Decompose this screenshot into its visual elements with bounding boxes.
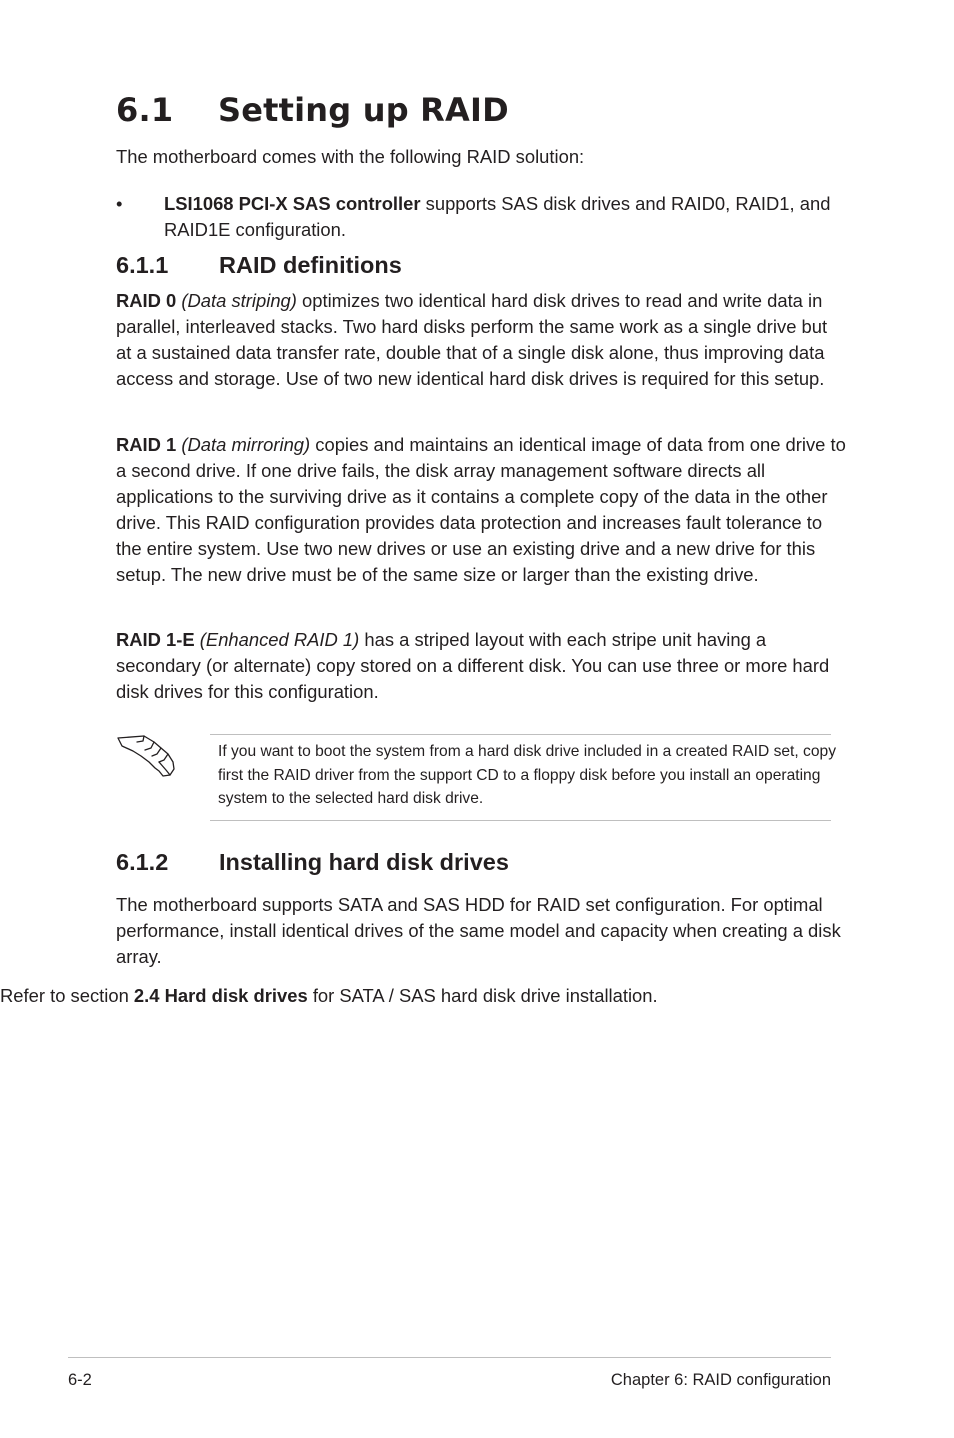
note-top-divider <box>210 734 831 735</box>
raid0-alias: (Data striping) <box>176 290 297 311</box>
section-title: Setting up RAID <box>218 91 509 129</box>
subsection-title: RAID definitions <box>219 252 402 278</box>
note-text: If you want to boot the system from a hard disk drive included in a created RAID set, copy first the RAID driver from the support CD to a floppy disk before you install an operating system to the selected hard disk drive. <box>218 743 836 807</box>
refer-prefix: Refer to section <box>0 985 134 1006</box>
raid1-alias: (Data mirroring) <box>176 434 311 455</box>
raid1e-alias: (Enhanced RAID 1) <box>194 629 360 650</box>
raid1e-term: RAID 1-E <box>116 629 195 650</box>
raid1-text: copies and maintains an identical image of data from one drive to a second drive. If one drive fails, the disk array management software directs all applications to the surviving drive as it contains a complete copy of the data in the other drive. This RAID configuration provides data protection and increases fault tolerance to the entire system. Use two new drives or use an existing drive and a new drive for this setup. The new drive must be of the same size or larger than the existing drive. <box>116 434 846 585</box>
refer-suffix: for SATA / SAS hard disk drive installation. <box>307 985 658 1006</box>
raid1-paragraph <box>116 432 846 588</box>
footer-divider <box>68 1357 831 1358</box>
raid0-text: optimizes two identical hard disk drives to read and write data in parallel, interleaved stacks. Two hard disks perform the same work as a single drive but at a sustained data transfer rate, double that of a single disk alone, thus improving data access and storage. Use of two new identical hard disk drives is required for this setup. <box>116 290 828 389</box>
raid1e-text: has a striped layout with each stripe unit having a secondary (or alternate) copy stored on a different disk. You can use three or more hard disk drives for this configuration. <box>116 629 830 702</box>
hand-note-icon <box>114 732 178 780</box>
raid1e-paragraph <box>116 627 846 705</box>
raid0-paragraph <box>116 288 846 392</box>
installing-paragraph: The motherboard supports SATA and SAS HDD for RAID set configuration. For optimal performance, install identical drives of the same model and capacity when creating a disk array. <box>116 894 841 967</box>
intro-text: The motherboard comes with the following RAID solution: <box>116 146 585 167</box>
section-number: 6.1 <box>116 91 174 129</box>
subsection-number: 6.1.1 <box>116 252 169 278</box>
refer-link-text: 2.4 Hard disk drives <box>133 985 308 1006</box>
subsection-heading-definitions <box>116 250 402 280</box>
note-bottom-divider <box>210 820 831 821</box>
bullet-marker: • <box>116 193 123 214</box>
page-number: 6-2 <box>68 1371 92 1389</box>
chapter-label: Chapter 6: RAID configuration <box>610 1371 831 1389</box>
controller-desc: supports SAS disk drives and RAID0, RAID1, and RAID1E configuration. <box>164 193 831 240</box>
subsection-number: 6.1.2 <box>116 849 169 875</box>
raid0-term: RAID 0 <box>116 290 177 311</box>
subsection-heading-installing <box>116 847 509 877</box>
bullet-item <box>164 191 854 243</box>
refer-paragraph <box>0 983 658 1009</box>
subsection-title: Installing hard disk drives <box>219 849 509 875</box>
controller-name: LSI1068 PCI-X SAS controller <box>164 193 421 214</box>
page-title <box>116 88 509 132</box>
raid1-term: RAID 1 <box>116 434 177 455</box>
